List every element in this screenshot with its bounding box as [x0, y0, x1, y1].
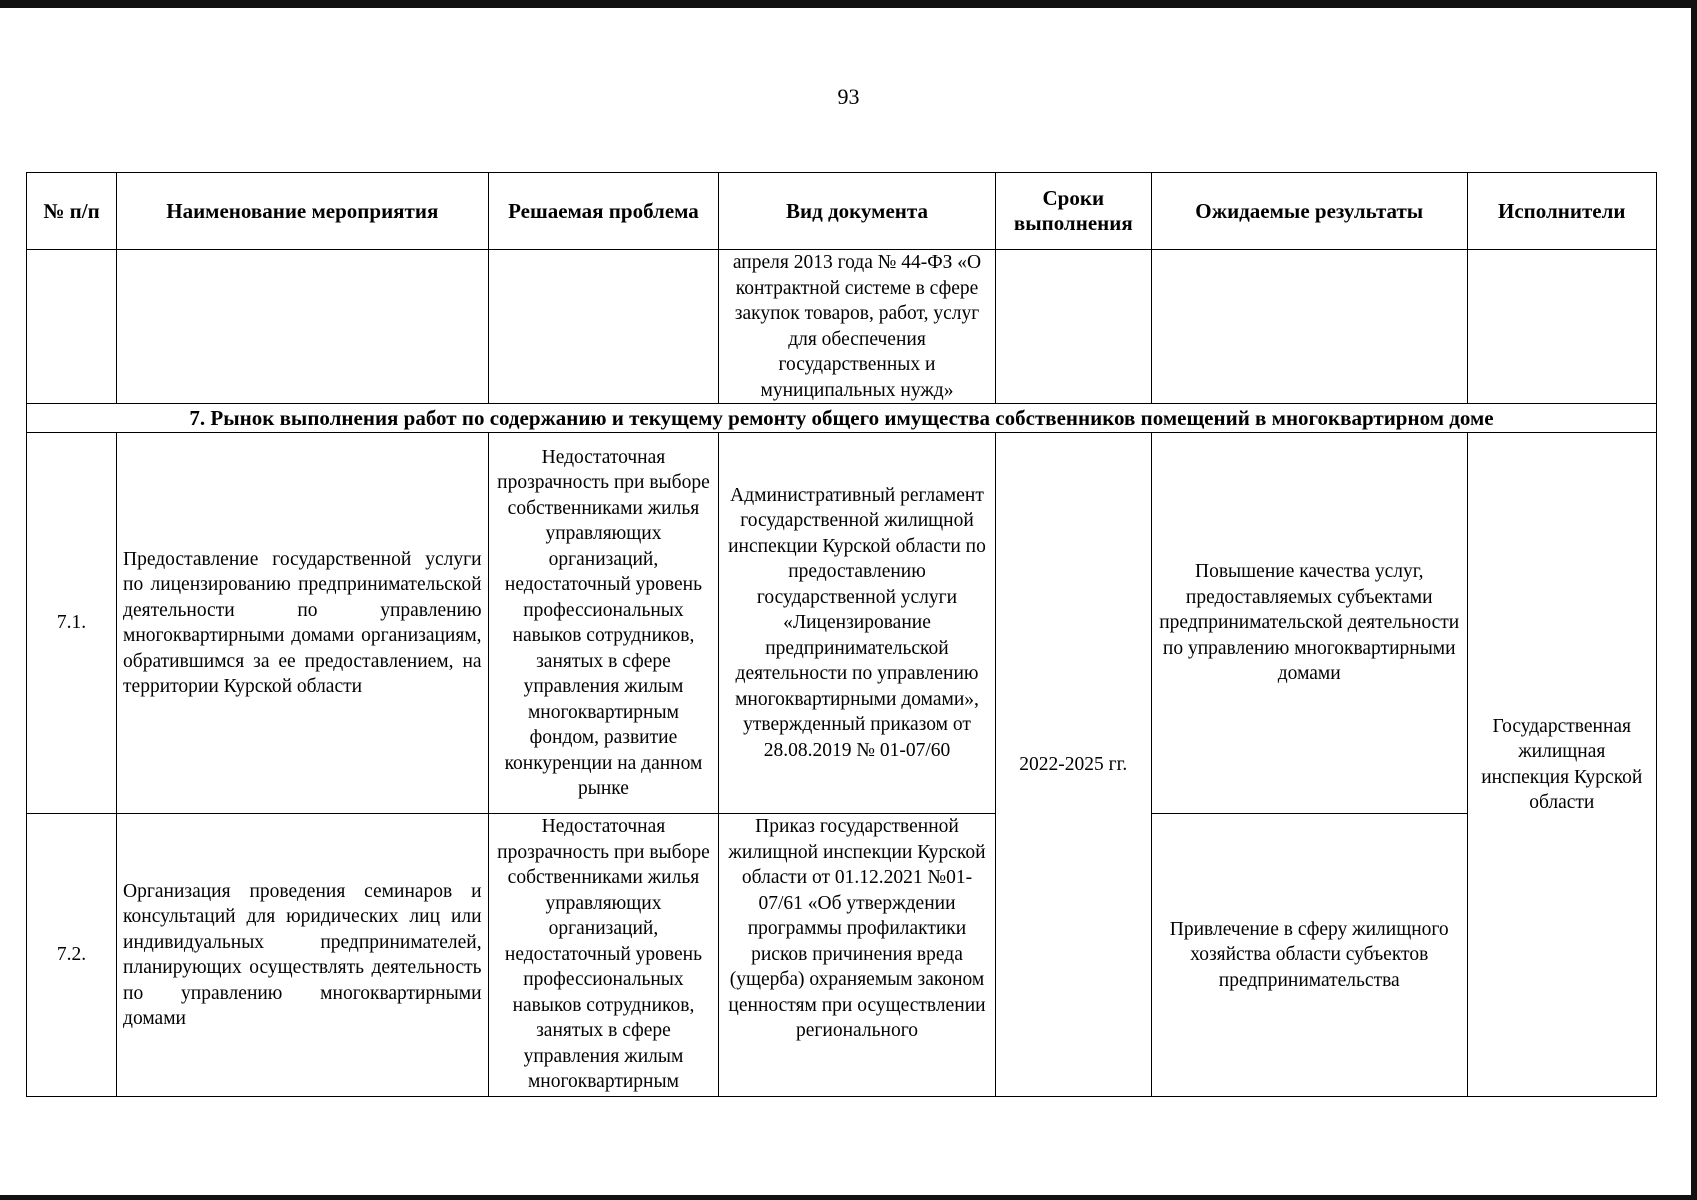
- table-row-continuation: [27, 250, 1657, 404]
- header-problem: Решаемая проблема: [488, 173, 719, 250]
- row-number: 7.2.: [27, 814, 117, 1097]
- header-deadline: Сроки выполнения: [995, 173, 1151, 250]
- continuation-document-cell: апреля 2013 года № 44-ФЗ «О контрактной системе в сфере закупок товаров, работ, услуг для обеспечения государственных и муниципальных нужд»: [719, 250, 995, 404]
- table-row: [27, 433, 1657, 814]
- scan-edge-top: [0, 0, 1697, 8]
- header-expected-results: Ожидаемые результаты: [1151, 173, 1467, 250]
- executor-cell: Государственная жилищная инспекция Курской области: [1467, 433, 1656, 1097]
- table-row: [27, 814, 1657, 1097]
- scan-edge-right: [1691, 0, 1697, 1200]
- cell-empty: [1467, 250, 1656, 404]
- measure-name-cell: Предоставление государственной услуги по лицензированию предпринимательской деятельности по управлению многоквартирными домами организациям, обратившимся за ее предоставлением, на территории Курской области: [117, 433, 489, 814]
- scan-edge-bottom: [0, 1195, 1697, 1200]
- table-header-row: [27, 173, 1657, 250]
- expected-result-cell: Привлечение в сферу жилищного хозяйства области субъектов предпринимательства: [1151, 814, 1467, 1097]
- header-measure-name: Наименование мероприятия: [117, 173, 489, 250]
- expected-result-cell: Повышение качества услуг, предоставляемых субъектами предпринимательской деятельности по управлению многоквартирными домами: [1151, 433, 1467, 814]
- cell-empty: [995, 250, 1151, 404]
- problem-cell: Недостаточная прозрачность при выборе собственниками жилья управляющих организаций, недостаточный уровень профессиональных навыков сотрудников, занятых в сфере управления жилым многоквартирным фондом, развитие конкуренции на данном рынке: [488, 433, 719, 814]
- cell-empty: [1151, 250, 1467, 404]
- header-number: № п/п: [27, 173, 117, 250]
- page-number: 93: [837, 84, 860, 109]
- header-document-type: Вид документа: [719, 173, 995, 250]
- section-row: [27, 404, 1657, 433]
- document-cell: Административный регламент государственной жилищной инспекции Курской области по предоставлению государственной услуги «Лицензирование предпринимательской деятельности по управлению многоквартирными домами», утвержденный приказом от 28.08.2019 № 01-07/60: [719, 433, 995, 814]
- measure-name-cell: Организация проведения семинаров и консультаций для юридических лиц или индивидуальных предпринимателей, планирующих осуществлять деятельность по управлению многоквартирными домами: [117, 814, 489, 1097]
- cell-empty: [488, 250, 719, 404]
- cell-empty: [117, 250, 489, 404]
- header-executors: Исполнители: [1467, 173, 1656, 250]
- problem-cell: Недостаточная прозрачность при выборе собственниками жилья управляющих организаций, недостаточный уровень профессиональных навыков сотрудников, занятых в сфере управления жилым многоквартирным: [488, 814, 719, 1097]
- row-number: 7.1.: [27, 433, 117, 814]
- deadline-cell: 2022-2025 гг.: [995, 433, 1151, 1097]
- cell-empty: [27, 250, 117, 404]
- section-title: 7. Рынок выполнения работ по содержанию и текущему ремонту общего имущества собственников помещений в многоквартирном доме: [27, 404, 1657, 433]
- document-cell: Приказ государственной жилищной инспекции Курской области от 01.12.2021 №01-07/61 «Об утверждении программы профилактики рисков причинения вреда (ущерба) охраняемым законом ценностям при осуществлении регионального: [719, 814, 995, 1097]
- measures-table: [26, 172, 1657, 1097]
